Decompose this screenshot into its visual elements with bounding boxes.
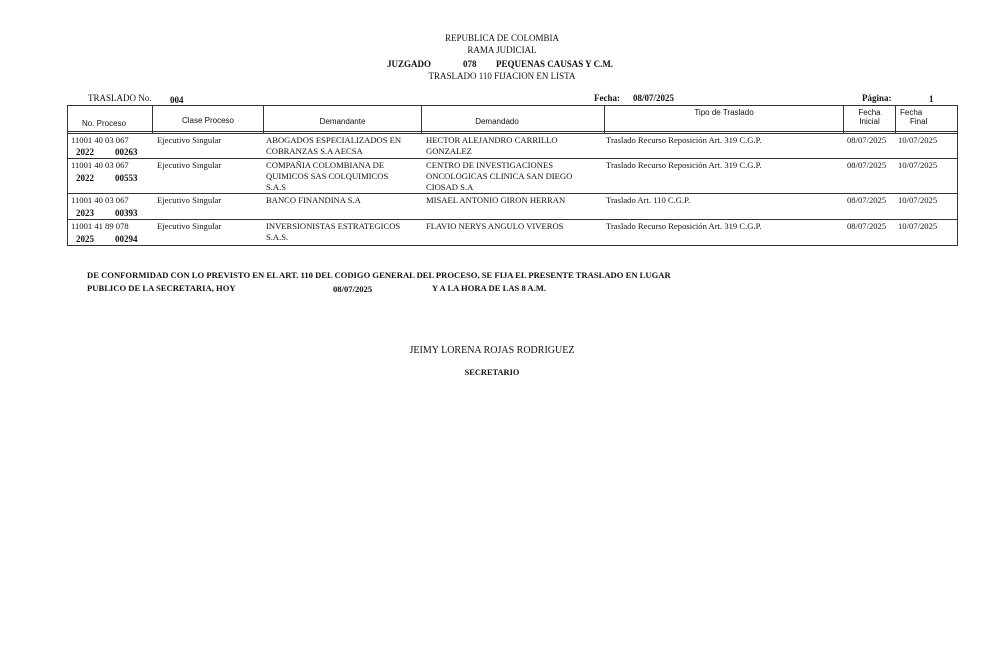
row-clase: Ejecutivo Singular (157, 135, 222, 145)
row-demandado-line: MISAEL ANTONIO GIRON HERRAN (426, 195, 566, 205)
table-top-border (67, 105, 958, 106)
row-divider (67, 219, 958, 220)
fecha-value: 08/07/2025 (633, 93, 675, 103)
row-tipo: Traslado Recurso Reposición Art. 319 C.G.P. (606, 135, 762, 145)
table-left-border (67, 105, 68, 245)
pagina-label: Página: (862, 93, 892, 103)
row-year: 2022 (76, 173, 94, 183)
row-demandante-line: ABOGADOS ESPECIALIZADOS EN (266, 135, 402, 145)
row-number: 00553 (115, 173, 138, 183)
row-demandado-line: CENTRO DE INVESTIGACIONES (426, 160, 553, 170)
row-number: 00294 (115, 234, 138, 244)
row-code: 11001 40 03 067 (71, 160, 129, 170)
traslado-label: TRASLADO No. (88, 93, 152, 103)
row-demandante-line: INVERSIONISTAS ESTRATEGICOS (266, 221, 401, 231)
row-code: 11001 40 03 067 (71, 195, 129, 205)
notice-line-1: DE CONFORMIDAD CON LO PREVISTO EN EL ART. 110 DEL CODIGO GENERAL DEL PROCESO, SE FIJA EL PRESENTE TRASLADO EN LUGAR (87, 270, 671, 280)
row-demandante-line: QUIMICOS SAS COLQUIMICOS (266, 171, 389, 181)
header-fecha-inicial-1: Fecha (858, 108, 881, 117)
traslado-number: 004 (170, 95, 184, 105)
header-republica: REPUBLICA DE COLOMBIA (444, 33, 559, 43)
header-juzgado-number: 078 (463, 59, 477, 69)
row-demandante-line: S.A.S. (266, 232, 289, 242)
row-clase: Ejecutivo Singular (157, 195, 222, 205)
row-fecha-inicial: 08/07/2025 (847, 160, 887, 170)
row-clase: Ejecutivo Singular (157, 160, 222, 170)
signer-title: SECRETARIO (464, 368, 520, 377)
row-year: 2025 (76, 234, 94, 244)
row-demandado-line: FLAVIO NERYS ANGULO VIVEROS (426, 221, 564, 231)
row-demandante-line: COMPAÑIA COLOMBIANA DE (266, 160, 385, 170)
row-fecha-inicial: 08/07/2025 (847, 195, 887, 205)
row-tipo: Traslado Recurso Reposición Art. 319 C.G.P. (606, 221, 762, 231)
table-right-border (957, 105, 958, 245)
header-demandado: Demandado (475, 117, 519, 126)
row-demandado-line: CIOSAD S.A (426, 182, 474, 192)
row-tipo: Traslado Art. 110 C.G.P. (606, 195, 691, 205)
row-year: 2022 (76, 147, 94, 157)
row-tipo: Traslado Recurso Reposición Art. 319 C.G.P. (606, 160, 762, 170)
row-demandado-line: HECTOR ALEJANDRO CARRILLO (426, 135, 558, 145)
header-juzgado-label: JUZGADO (387, 59, 432, 69)
column-divider (895, 105, 896, 133)
row-divider (67, 158, 958, 159)
row-fecha-inicial: 08/07/2025 (847, 135, 887, 145)
notice-hour: Y A LA HORA DE LAS 8 A.M. (432, 283, 547, 293)
header-fecha-final-2: Final (910, 117, 928, 126)
row-demandado-line: ONCOLOGICAS CLINICA SAN DIEGO (426, 171, 573, 181)
header-fecha-inicial-2: Inicial (859, 117, 880, 126)
row-fecha-final: 10/07/2025 (898, 160, 938, 170)
row-fecha-final: 10/07/2025 (898, 135, 938, 145)
row-code: 11001 40 03 067 (71, 135, 129, 145)
header-fecha-final-1: Fecha (900, 108, 923, 117)
notice-line-2: PUBLICO DE LA SECRETARIA, HOY (87, 283, 236, 293)
table-header-bottom-border (67, 131, 958, 132)
table-header-bottom-border-2 (67, 133, 958, 134)
row-code: 11001 41 89 078 (71, 221, 129, 231)
header-tipo-traslado: Tipo de Traslado (694, 108, 754, 117)
header-juzgado-name: PEQUENAS CAUSAS Y C.M. (496, 59, 614, 69)
row-number: 00393 (115, 208, 138, 218)
row-demandado-line: GONZALEZ (426, 146, 472, 156)
row-number: 00263 (115, 147, 138, 157)
header-no-proceso: No. Proceso (82, 119, 127, 128)
row-demandante-line: COBRANZAS S.A AECSA (266, 146, 363, 156)
fecha-label: Fecha: (594, 93, 620, 103)
header-rama: RAMA JUDICIAL (467, 45, 537, 55)
row-year: 2023 (76, 208, 94, 218)
row-fecha-inicial: 08/07/2025 (847, 221, 887, 231)
header-traslado: TRASLADO 110 FIJACION EN LISTA (428, 71, 576, 81)
row-fecha-final: 10/07/2025 (898, 221, 938, 231)
header-demandante: Demandante (319, 117, 366, 126)
row-fecha-final: 10/07/2025 (898, 195, 938, 205)
table-bottom-border (67, 245, 958, 246)
pagina-value: 1 (929, 94, 934, 104)
signer-name: JEIMY LORENA ROJAS RODRIGUEZ (409, 345, 575, 356)
row-clase: Ejecutivo Singular (157, 221, 222, 231)
notice-date: 08/07/2025 (333, 284, 373, 294)
row-demandante-line: BANCO FINANDINA S.A (266, 195, 361, 205)
row-demandante-line: S.A.S (266, 182, 287, 192)
row-divider (67, 193, 958, 194)
header-clase-proceso: Clase Proceso (181, 116, 235, 125)
